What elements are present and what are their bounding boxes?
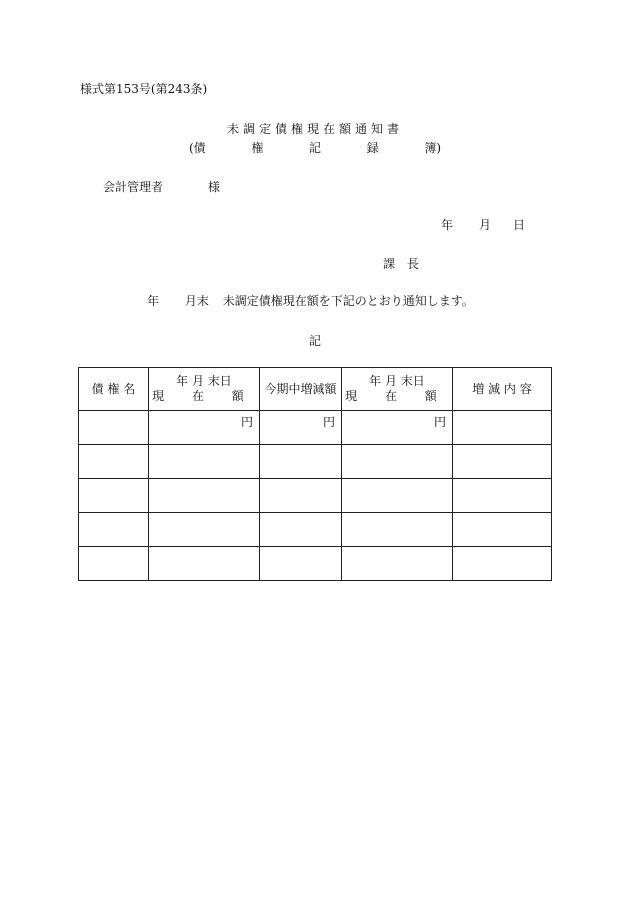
table-row: [79, 479, 552, 513]
cell-claim-name[interactable]: [79, 547, 149, 581]
cell-prev-balance[interactable]: [149, 479, 260, 513]
table-row: [79, 513, 552, 547]
subtitle-part: 権: [251, 141, 264, 155]
subtitle-part: (債: [188, 141, 206, 155]
date-year-label: 年: [441, 218, 454, 232]
cell-prev-balance[interactable]: [149, 547, 260, 581]
cell-curr-balance[interactable]: [342, 479, 453, 513]
cell-curr-balance[interactable]: [342, 445, 453, 479]
cell-period-change[interactable]: [260, 547, 342, 581]
subtitle-part: 簿): [424, 141, 442, 155]
form-number: 様式第153号(第243条): [80, 82, 208, 96]
header-curr-balance: [342, 368, 453, 411]
notice-month-end-label: 月末: [184, 294, 209, 308]
ki-heading: 記: [308, 334, 321, 348]
cell-period-change[interactable]: [260, 411, 342, 445]
header-prev-date: 年 月 末日: [176, 374, 232, 388]
date-month-label: 月: [479, 218, 492, 232]
subtitle-part: 記: [308, 141, 321, 155]
cell-curr-balance[interactable]: [342, 513, 453, 547]
notice-text: 未調定債権現在額を下記のとおり通知します。: [222, 294, 474, 308]
cell-curr-balance[interactable]: [342, 411, 453, 445]
subtitle-part: 録: [366, 141, 379, 155]
cell-claim-name[interactable]: [79, 479, 149, 513]
cell-period-change[interactable]: [260, 513, 342, 547]
recipient-org: 会計管理者: [103, 180, 164, 194]
cell-prev-balance[interactable]: [149, 411, 260, 445]
cell-change-detail[interactable]: [453, 479, 552, 513]
yen-unit: 円: [433, 415, 446, 429]
notice-year-label: 年: [147, 294, 160, 308]
header-claim-name: 債 権 名: [79, 368, 149, 411]
table-row: [79, 445, 552, 479]
recipient-honorific: 様: [208, 180, 221, 194]
cell-prev-balance[interactable]: [149, 513, 260, 547]
yen-unit: 円: [240, 415, 253, 429]
claims-table: [78, 367, 552, 581]
cell-change-detail[interactable]: [453, 513, 552, 547]
cell-claim-name[interactable]: [79, 411, 149, 445]
date-day-label: 日: [513, 218, 526, 232]
sender-title: 課 長: [383, 257, 423, 271]
header-prev-balance: [149, 368, 260, 411]
yen-unit: 円: [322, 415, 335, 429]
document-title: 未調定債権現在額通知書: [226, 122, 403, 136]
table-header-row: [79, 368, 552, 411]
table-row: [79, 411, 552, 445]
cell-claim-name[interactable]: [79, 513, 149, 547]
cell-change-detail[interactable]: [453, 547, 552, 581]
header-period-change: 今期中増減額: [260, 368, 342, 411]
cell-period-change[interactable]: [260, 445, 342, 479]
table-row: [79, 547, 552, 581]
document-subtitle: [0, 139, 630, 156]
cell-period-change[interactable]: [260, 479, 342, 513]
notice-sentence: [147, 292, 474, 309]
cell-prev-balance[interactable]: [149, 445, 260, 479]
cell-curr-balance[interactable]: [342, 547, 453, 581]
cell-change-detail[interactable]: [453, 411, 552, 445]
header-prev-amount: 現 在 額: [152, 389, 256, 403]
header-change-detail: 増 減 内 容: [453, 368, 552, 411]
cell-change-detail[interactable]: [453, 445, 552, 479]
header-curr-amount: 現 在 額: [345, 389, 449, 403]
cell-claim-name[interactable]: [79, 445, 149, 479]
header-curr-date: 年 月 末日: [369, 374, 425, 388]
